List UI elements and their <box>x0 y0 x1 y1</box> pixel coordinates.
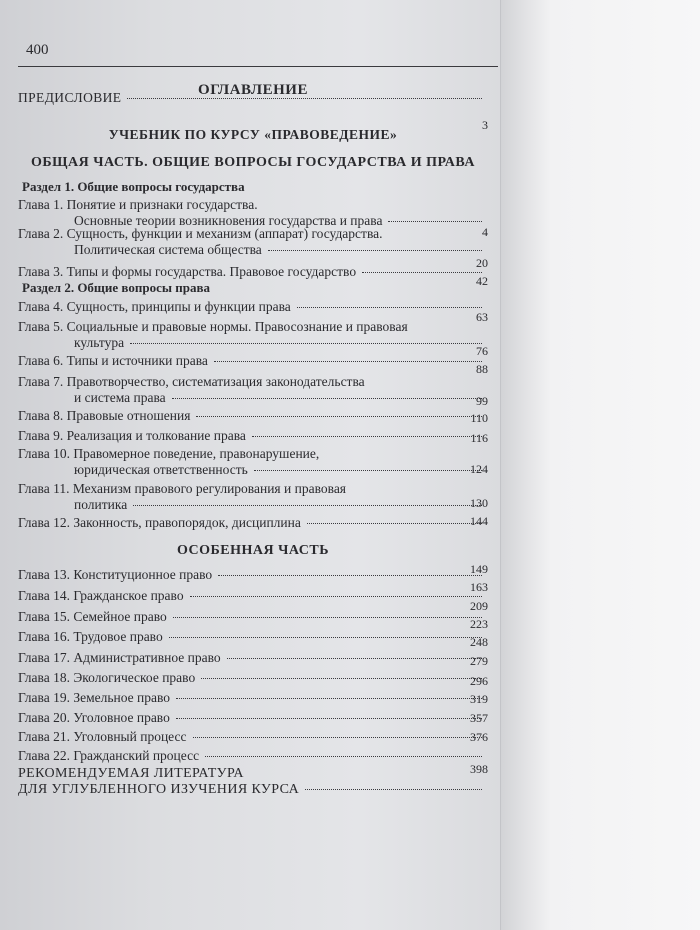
leader-dots <box>193 737 483 738</box>
entry-label: юридическая ответственность <box>74 462 248 477</box>
entry-label: Глава 22. Гражданский процесс <box>18 748 200 763</box>
page-ref: 63 <box>476 310 488 324</box>
toc-entry <box>18 515 488 531</box>
entry-label: Глава 4. Сущность, принципы и функции права <box>18 299 291 314</box>
general-part-title: ОБЩАЯ ЧАСТЬ. ОБЩИЕ ВОПРОСЫ ГОСУДАРСТВА И ПРАВА <box>31 155 475 170</box>
entry-label: Глава 3. Типы и формы государства. Правовое государство <box>18 264 357 279</box>
page-ref: 124 <box>470 462 488 476</box>
entry-label: Глава 6. Типы и источники права <box>18 353 208 368</box>
toc-entry <box>18 197 488 229</box>
toc-entry-literature <box>18 766 488 798</box>
toc-entry <box>18 319 488 351</box>
entry-label: Глава 17. Административное право <box>18 650 221 665</box>
toc-entry <box>18 567 488 583</box>
entry-label: Глава 18. Экологическое право <box>18 670 196 685</box>
entry-label: Основные теории возникновения государства и права <box>74 213 383 228</box>
toc-entry <box>18 481 488 513</box>
toc-entry <box>18 670 488 686</box>
leader-dots <box>205 756 482 757</box>
leader-dots <box>268 250 482 251</box>
header-rule <box>18 66 498 67</box>
leader-dots <box>173 617 482 618</box>
leader-dots <box>307 523 482 524</box>
leader-dots <box>297 307 482 308</box>
entry-label: ДЛЯ УГЛУБЛЕННОГО ИЗУЧЕНИЯ КУРСА <box>18 782 300 797</box>
entry-label: Глава 9. Реализация и толкование права <box>18 428 246 443</box>
page-ref: 319 <box>470 692 488 706</box>
entry-label: Глава 19. Земельное право <box>18 690 171 705</box>
leader-dots <box>201 678 482 679</box>
toc-entry <box>18 629 488 645</box>
page-ref: 42 <box>476 274 488 288</box>
toc-entry <box>18 588 488 604</box>
toc-entry <box>18 748 488 764</box>
toc-entry <box>18 690 488 706</box>
entry-label: Глава 16. Трудовое право <box>18 629 163 644</box>
toc-entry <box>18 264 488 280</box>
page-ref: 209 <box>470 599 488 613</box>
page-ref: 144 <box>470 514 488 528</box>
page-ref: 88 <box>476 362 488 376</box>
page-ref: 4 <box>482 225 488 239</box>
page-ref: 149 <box>470 562 488 576</box>
leader-dots <box>362 272 482 273</box>
toc-entry <box>18 428 488 444</box>
page-ref: 398 <box>470 762 488 776</box>
page-number: 400 <box>26 42 49 58</box>
toc-entry <box>18 609 488 625</box>
leader-dots <box>218 575 482 576</box>
section-heading: Раздел 2. Общие вопросы права <box>22 280 210 295</box>
entry-label: Глава 8. Правовые отношения <box>18 408 191 423</box>
entry-label: Глава 2. Сущность, функции и механизм (аппарат) государства. <box>18 226 383 241</box>
page-ref: 130 <box>470 496 488 510</box>
entry-label: Глава 14. Гражданское право <box>18 588 184 603</box>
leader-dots <box>254 470 482 471</box>
page-ref: 110 <box>470 411 488 425</box>
entry-label: Глава 11. Механизм правового регулирования и правовая <box>18 481 347 496</box>
entry-label: Глава 5. Социальные и правовые нормы. Правосознание и правовая <box>18 319 408 334</box>
leader-dots <box>133 505 482 506</box>
page-ref: 20 <box>476 256 488 270</box>
leader-dots <box>214 361 482 362</box>
page-ref: 223 <box>470 617 488 631</box>
leader-dots <box>227 658 482 659</box>
course-title: УЧЕБНИК ПО КУРСУ «ПРАВОВЕДЕНИЕ» <box>108 127 398 142</box>
toc-content <box>18 0 488 930</box>
leader-dots <box>305 789 482 790</box>
entry-label: культура <box>74 335 125 350</box>
page-ref: 296 <box>470 674 488 688</box>
entry-label: Глава 13. Конституционное право <box>18 567 213 582</box>
page-ref: 357 <box>470 711 488 725</box>
entry-label: ПРЕДИСЛОВИЕ <box>18 90 122 105</box>
page-ref: 99 <box>476 394 488 408</box>
toc-entry-preface <box>18 90 488 106</box>
page-ref: 376 <box>470 730 488 744</box>
entry-label: Глава 21. Уголовный процесс <box>18 729 187 744</box>
leader-dots <box>176 718 482 719</box>
adjacent-page <box>500 0 700 930</box>
leader-dots <box>127 98 482 99</box>
leader-dots <box>196 416 482 417</box>
leader-dots <box>388 221 482 222</box>
toc-entry <box>18 710 488 726</box>
leader-dots <box>172 398 482 399</box>
entry-label: и система права <box>74 390 166 405</box>
entry-label: Политическая система общества <box>74 242 262 257</box>
toc-entry <box>18 408 488 424</box>
leader-dots <box>169 637 482 638</box>
special-part-title: ОСОБЕННАЯ ЧАСТЬ <box>176 543 330 558</box>
page-ref: 116 <box>470 431 488 445</box>
toc-entry <box>18 650 488 666</box>
entry-label: Глава 20. Уголовное право <box>18 710 170 725</box>
toc-entry <box>18 226 488 258</box>
entry-label: Глава 15. Семейное право <box>18 609 167 624</box>
entry-label: Глава 10. Правомерное поведение, правонарушение, <box>18 446 320 461</box>
entry-label: Глава 7. Правотворчество, систематизация законодательства <box>18 374 365 389</box>
entry-label: РЕКОМЕНДУЕМАЯ ЛИТЕРАТУРА <box>18 766 244 781</box>
leader-dots <box>252 436 482 437</box>
page-ref: 163 <box>470 580 488 594</box>
page-ref: 248 <box>470 635 488 649</box>
leader-dots <box>130 343 482 344</box>
toc-entry <box>18 729 488 745</box>
toc-entry <box>18 374 488 406</box>
page-ref: 3 <box>482 118 488 132</box>
section-heading: Раздел 1. Общие вопросы государства <box>22 179 245 194</box>
page-ref: 279 <box>470 654 488 668</box>
leader-dots <box>176 698 482 699</box>
toc-entry <box>18 353 488 369</box>
entry-label: Глава 1. Понятие и признаки государства. <box>18 197 258 212</box>
toc-entry <box>18 299 488 315</box>
entry-label: Глава 12. Законность, правопорядок, дисциплина <box>18 515 301 530</box>
leader-dots <box>190 596 482 597</box>
page-ref: 76 <box>476 344 488 358</box>
toc-title: ОГЛАВЛЕНИЕ <box>198 82 308 98</box>
entry-label: политика <box>74 497 128 512</box>
toc-entry <box>18 446 488 478</box>
